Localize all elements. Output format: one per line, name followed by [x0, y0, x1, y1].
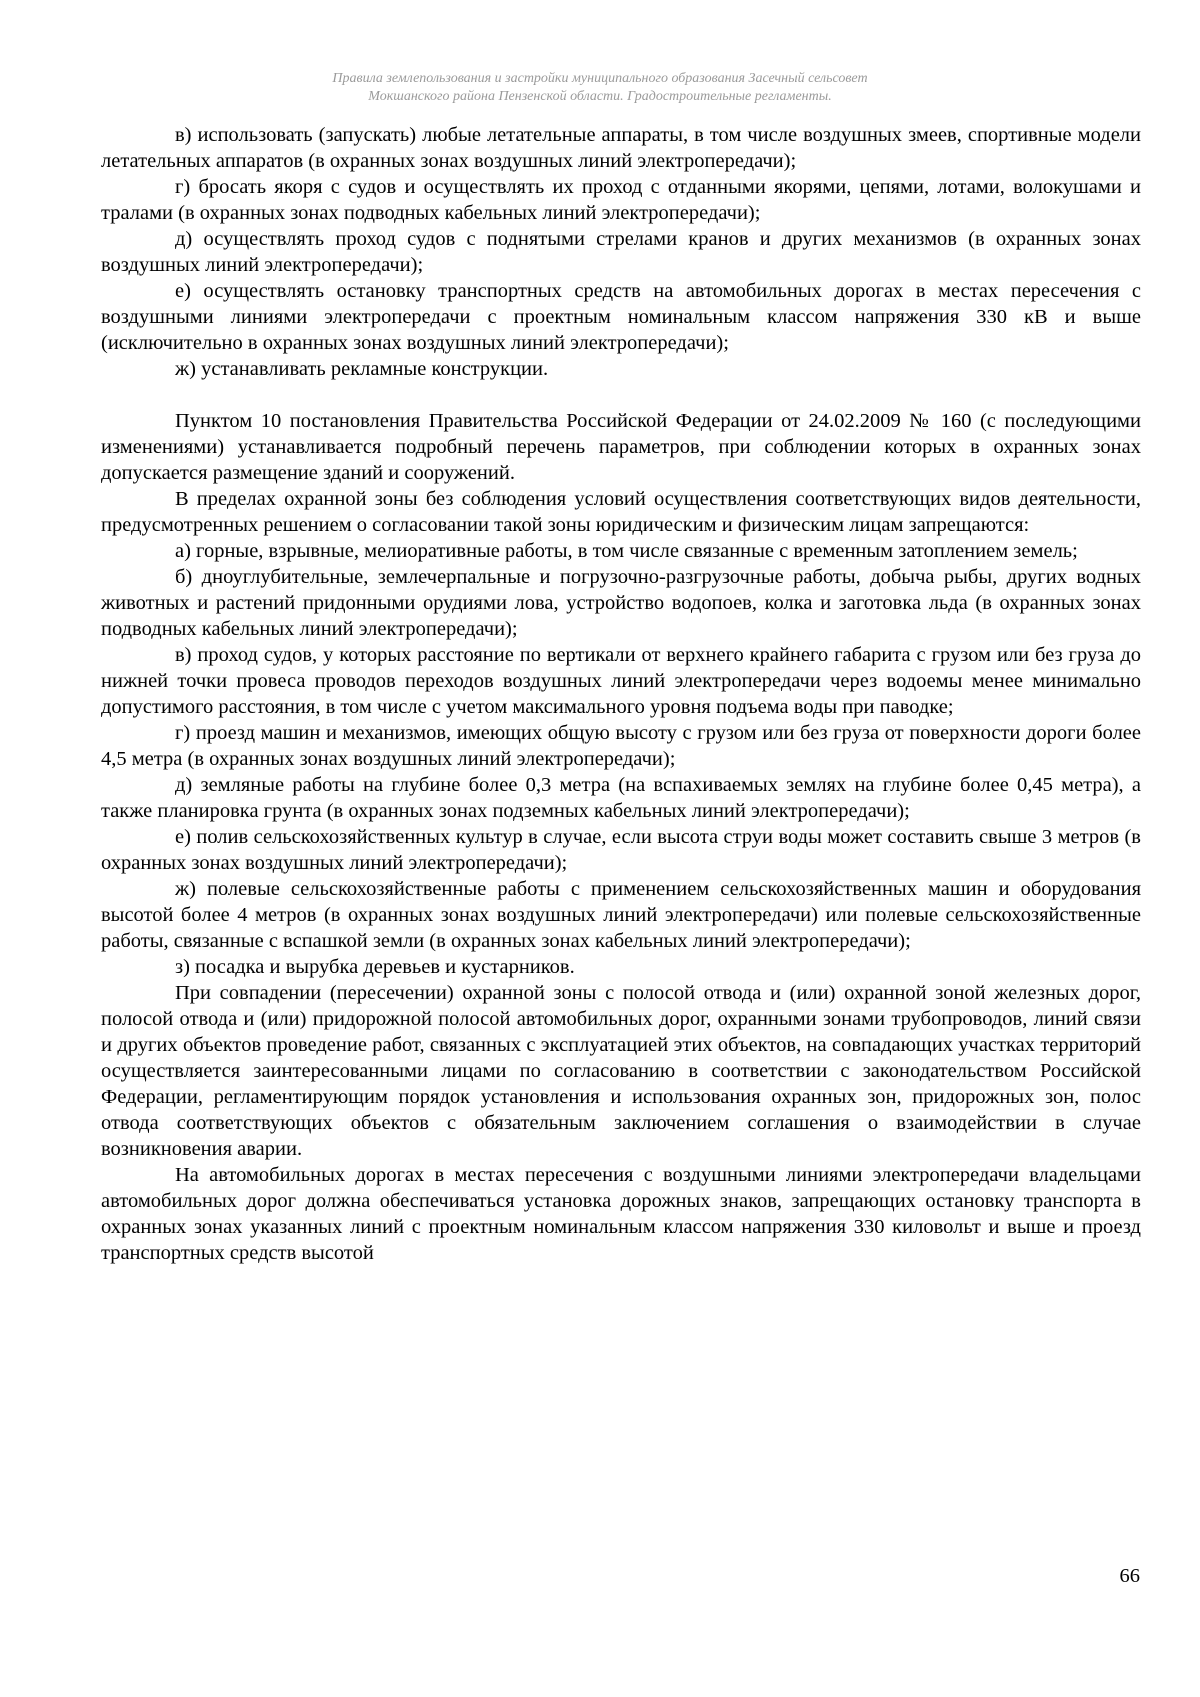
- page-number: 66: [1119, 1565, 1140, 1587]
- paragraph: В пределах охранной зоны без соблюдения условий осуществления соответствующих видов деятельности, предусмотренных решением о согласовании такой зоны юридическим и физическим лицам запрещаются:: [101, 488, 1141, 536]
- running-header: [100, 70, 1100, 106]
- paragraph: ж) полевые сельскохозяйственные работы с применением сельскохозяйственных машин и оборудования высотой более 4 метров (в охранных зонах воздушных линий электропередачи) или полевые сельскохозяйственные работы, связанные с вспашкой земли (в охранных зонах кабельных линий электропередачи);: [101, 878, 1141, 952]
- paragraph: е) полив сельскохозяйственных культур в случае, если высота струи воды может составить свыше 3 метров (в охранных зонах воздушных линий электропередачи);: [101, 826, 1141, 874]
- paragraph: При совпадении (пересечении) охранной зоны с полосой отвода и (или) охранной зоной железных дорог, полосой отвода и (или) придорожной полосой автомобильных дорог, охранными зонами трубопроводов, линий связи и других объектов проведение работ, связанных с эксплуатацией этих объектов, на совпадающих участках территорий осуществляется заинтересованными лицами по согласованию в соответствии с законодательством Российской Федерации, регламентирующим порядок установления и использования охранных зон, придорожных зон, полос отвода соответствующих объектов с обязательным заключением соглашения о взаимодействии в случае возникновения аварии.: [101, 982, 1141, 1160]
- paragraph: г) бросать якоря с судов и осуществлять их проход с отданными якорями, цепями, лотами, волокушами и тралами (в охранных зонах подводных кабельных линий электропередачи);: [101, 176, 1141, 224]
- paragraph: Пунктом 10 постановления Правительства Российской Федерации от 24.02.2009 № 160 (с последующими изменениями) устанавливается подробный перечень параметров, при соблюдении которых в охранных зонах допускается размещение зданий и сооружений.: [101, 410, 1141, 484]
- paragraph: а) горные, взрывные, мелиоративные работы, в том числе связанные с временным затоплением земель;: [175, 540, 1078, 562]
- paragraph: в) использовать (запускать) любые летательные аппараты, в том числе воздушных змеев, спортивные модели летательных аппаратов (в охранных зонах воздушных линий электропередачи);: [101, 124, 1141, 172]
- paragraph: ж) устанавливать рекламные конструкции.: [175, 358, 549, 380]
- paragraph: в) проход судов, у которых расстояние по вертикали от верхнего крайнего габарита с грузом или без груза до нижней точки провеса проводов переходов воздушных линий электропередачи через водоемы менее минимально допустимого расстояния, в том числе с учетом максимального уровня подъема воды при паводке;: [101, 644, 1141, 718]
- paragraph: г) проезд машин и механизмов, имеющих общую высоту с грузом или без груза от поверхности дороги более 4,5 метра (в охранных зонах воздушных линий электропередачи);: [101, 722, 1141, 770]
- paragraph: е) осуществлять остановку транспортных средств на автомобильных дорогах в местах пересечения с воздушными линиями электропередачи с проектным номинальным классом напряжения 330 кВ и выше (исключительно в охранных зонах воздушных линий электропередачи);: [101, 280, 1141, 354]
- running-header-line-2: Мокшанского района Пензенской области. Градостроительные регламенты.: [368, 89, 832, 104]
- paragraph: з) посадка и вырубка деревьев и кустарников.: [175, 956, 575, 978]
- paragraph: б) дноуглубительные, землечерпальные и погрузочно-разгрузочные работы, добыча рыбы, других водных животных и растений придонными орудиями лова, устройство водопоев, колка и заготовка льда (в охранных зонах подводных кабельных линий электропередачи);: [101, 566, 1141, 640]
- paragraph: На автомобильных дорогах в местах пересечения с воздушными линиями электропередачи владельцами автомобильных дорог должна обеспечиваться установка дорожных знаков, запрещающих остановку транспорта в охранных зонах указанных линий с проектным номинальным классом напряжения 330 киловольт и выше и проезд транспортных средств высотой: [101, 1164, 1141, 1264]
- paragraph: д) осуществлять проход судов с поднятыми стрелами кранов и других механизмов (в охранных зонах воздушных линий электропередачи);: [101, 228, 1141, 276]
- paragraph: д) земляные работы на глубине более 0,3 метра (на вспахиваемых землях на глубине более 0,45 метра), а также планировка грунта (в охранных зонах подземных кабельных линий электропередачи);: [101, 774, 1141, 822]
- body-text: [101, 122, 1141, 1266]
- running-header-line-1: Правила землепользования и застройки муниципального образования Засечный сельсовет: [332, 71, 868, 86]
